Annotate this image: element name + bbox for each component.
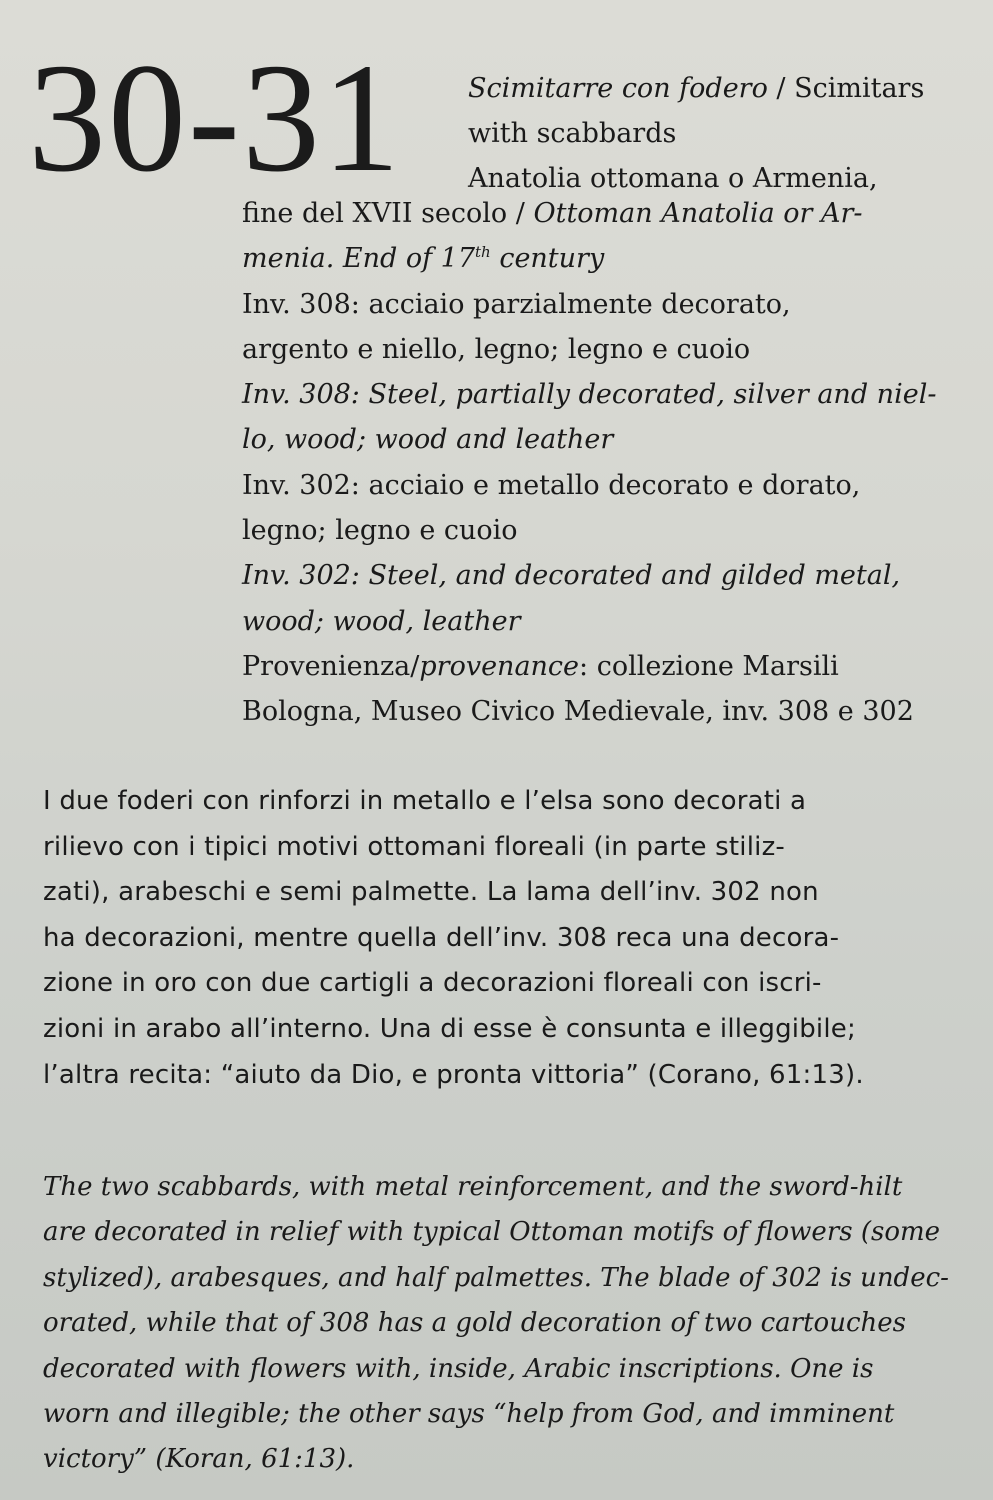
materials-line: Inv. 302: Steel, and decorated and gilded metal, [242, 560, 901, 592]
paragraph-line: worn and illegible; the other says “help from God, and imminent [43, 1399, 895, 1430]
paragraph-line: zione in oro con due cartigli a decorazioni floreali con iscri- [43, 968, 822, 999]
paragraph-line: decorated with flowers with, inside, Arabic inscriptions. One is [43, 1353, 874, 1384]
materials-line: Inv. 302: acciaio e metallo decorato e dorato, [242, 469, 861, 501]
date-separator: / [507, 198, 534, 229]
date-line [242, 191, 972, 236]
object-title [468, 66, 978, 201]
title-italian: Scimitarre con fodero [468, 73, 768, 104]
paragraph-line: l’altra recita: “aiuto da Dio, e pronta vittoria” (Corano, 61:13). [43, 1059, 864, 1090]
object-details [242, 191, 972, 735]
materials-line: argento e niello, legno; legno e cuoio [242, 333, 751, 365]
provenance-line [242, 644, 972, 689]
description-english [43, 1165, 963, 1483]
paragraph-line: are decorated in relief with typical Ottoman motifs of flowers (some [43, 1217, 941, 1248]
provenance-source: : collezione Marsili [579, 650, 839, 682]
paragraph-line: rilievo con i tipici motivi ottomani floreali (in parte stiliz- [43, 831, 786, 862]
date-line [242, 236, 972, 281]
catalog-number: 30-31 [28, 31, 402, 204]
date-english-end: century [490, 243, 605, 275]
location-line: Bologna, Museo Civico Medievale, inv. 308 e 302 [242, 696, 914, 728]
paragraph-line: victory” (Koran, 61:13). [43, 1444, 355, 1475]
date-english-cont: menia. End of 17 [242, 243, 476, 275]
paragraph-line: zioni in arabo all’interno. Una di esse è consunta e illeggibile; [43, 1013, 856, 1044]
provenance-italian: Provenienza/ [242, 650, 420, 682]
materials-line: legno; legno e cuoio [242, 515, 518, 547]
materials-line: Inv. 308: acciaio parzialmente decorato, [242, 288, 791, 320]
paragraph-line: stylized), arabesques, and half palmettes. The blade of 302 is undec- [43, 1262, 949, 1293]
paragraph-line: The two scabbards, with metal reinforcement, and the sword-hilt [43, 1172, 903, 1202]
materials-line: lo, wood; wood and leather [242, 424, 614, 456]
provenance-english: provenance [419, 650, 580, 682]
title-line: with scabbards [468, 118, 677, 149]
description-italian [43, 779, 963, 1098]
date-english: Ottoman Anatolia or Ar- [533, 198, 863, 229]
materials-line: wood; wood, leather [242, 605, 521, 637]
date-italian: fine del XVII secolo [242, 198, 508, 229]
paragraph-line: orated, while that of 308 has a gold decoration of two cartouches [43, 1308, 906, 1339]
materials-line: Inv. 308: Steel, partially decorated, silver and niel- [242, 379, 937, 411]
paragraph-line: I due foderi con rinforzi in metallo e l’elsa sono decorati a [43, 786, 807, 816]
ordinal-suffix: th [475, 243, 491, 262]
paragraph-line: ha decorazioni, mentre quella dell’inv. 308 reca una decora- [43, 922, 840, 953]
paragraph-line: zati), arabeschi e semi palmette. La lama dell’inv. 302 non [43, 877, 819, 908]
title-separator: / [767, 73, 795, 104]
origin-line: Anatolia ottomana o Armenia, [468, 163, 878, 194]
title-english: Scimitars [794, 73, 925, 104]
title-line [468, 66, 978, 111]
